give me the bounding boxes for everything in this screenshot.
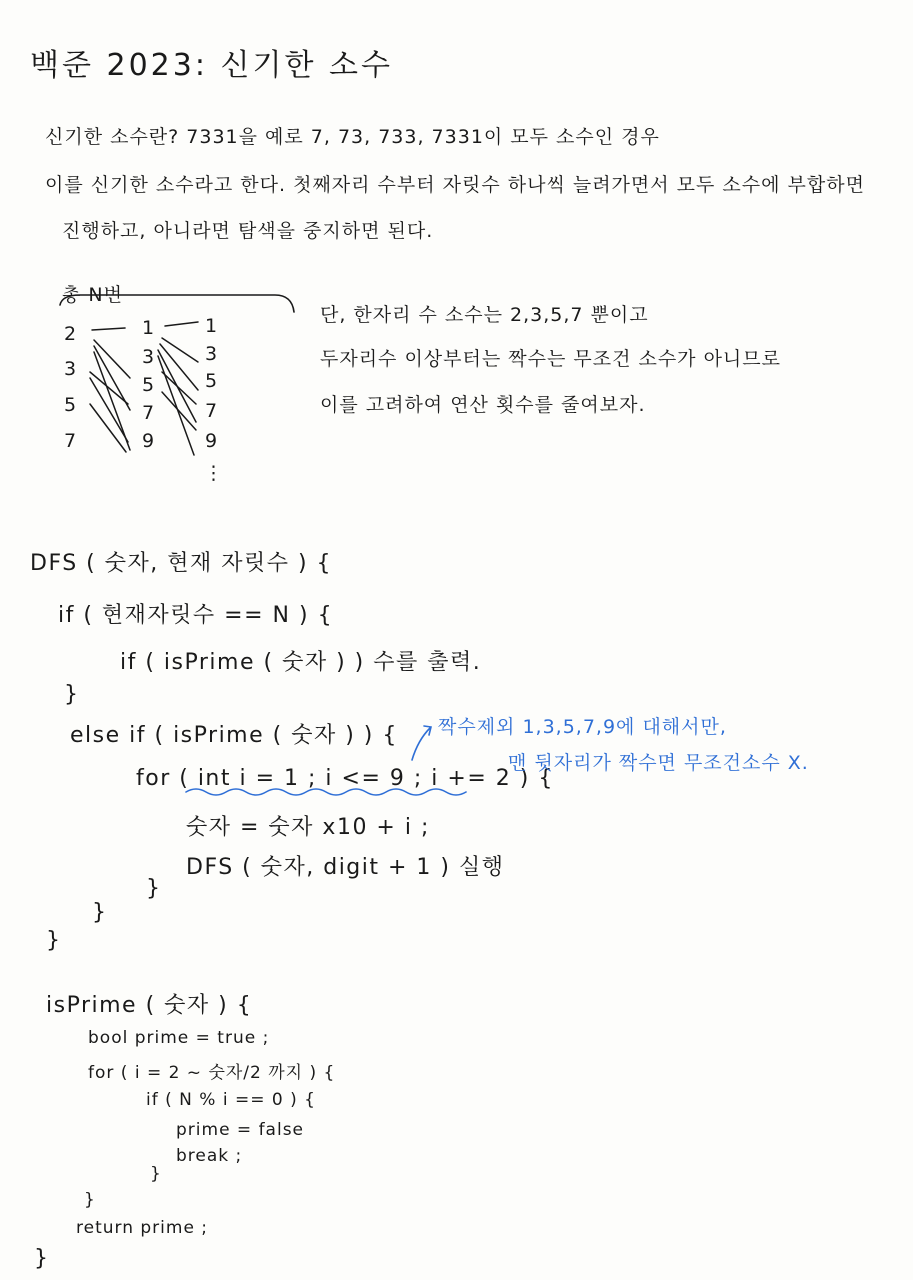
note-line-2: 두자리수 이상부터는 짝수는 무조건 소수가 아니므로 (320, 348, 781, 370)
tree-col2-item: 3 (142, 346, 156, 368)
tree-col1-item: 5 (64, 394, 78, 416)
isprime-close-brace: } (150, 1164, 162, 1184)
tree-col2-item: 9 (142, 430, 156, 452)
tree-header: 총 N번 (62, 284, 123, 306)
annotation-line-1: 짝수제외 1,3,5,7,9에 대해서만, (438, 716, 727, 738)
dfs-close-brace: } (46, 928, 62, 953)
dfs-close-brace: } (92, 900, 108, 925)
tree-brace (60, 295, 294, 312)
dfs-close-brace: } (146, 876, 162, 901)
note-line-1: 단, 한자리 수 소수는 2,3,5,7 뿐이고 (320, 304, 649, 326)
intro-line-3: 진행하고, 아니라면 탐색을 중지하면 된다. (62, 220, 434, 242)
annotation-line-2: 맨 뒷자리가 짝수면 무조건소수 X. (508, 752, 809, 774)
dfs-assign-line: 숫자 = 숫자 x10 + i ; (186, 815, 430, 840)
isprime-for-line: for ( i = 2 ~ 숫자/2 까지 ) { (88, 1063, 336, 1083)
page-title: 백준 2023: 신기한 소수 (30, 48, 393, 83)
tree-col3-item: 9 (205, 430, 219, 452)
note-line-3: 이를 고려하여 연산 횟수를 줄여보자. (320, 394, 646, 416)
isprime-bool-line: bool prime = true ; (88, 1028, 270, 1048)
tree-col2-item: 1 (142, 317, 156, 339)
dfs-call-line: DFS ( 숫자, digit + 1 ) 실행 (186, 855, 505, 880)
tree-edges (90, 322, 198, 455)
isprime-close-brace: } (84, 1190, 96, 1210)
dfs-print-line: if ( isPrime ( 숫자 ) ) 수를 출력. (120, 650, 482, 675)
dfs-elseif-line: else if ( isPrime ( 숫자 ) ) { (70, 723, 398, 748)
tree-col3-item: 5 (205, 370, 219, 392)
dfs-close-brace: } (64, 682, 80, 707)
isprime-break-line: break ; (176, 1146, 243, 1166)
intro-line-1: 신기한 소수란? 7331을 예로 7, 73, 733, 7331이 모두 소수인 경우 (45, 126, 660, 148)
isprime-return-line: return prime ; (76, 1218, 209, 1238)
tree-col3-item: 1 (205, 315, 219, 337)
isprime-assign-line: prime = false (176, 1120, 305, 1140)
dfs-signature: DFS ( 숫자, 현재 자릿수 ) { (30, 551, 333, 576)
tree-col3-item: 3 (205, 343, 219, 365)
annotation-arrow (412, 726, 431, 760)
dfs-if-line: if ( 현재자릿수 == N ) { (58, 603, 334, 628)
tree-ellipsis: ⋮ (204, 462, 224, 484)
annotation-wavy-underline (186, 789, 466, 795)
isprime-close-brace: } (34, 1246, 50, 1271)
isprime-signature: isPrime ( 숫자 ) { (46, 993, 253, 1018)
dfs-for-line: for ( int i = 1 ; i <= 9 ; i += 2 ) { (136, 766, 554, 791)
tree-col1-item: 3 (64, 358, 78, 380)
tree-col1-item: 7 (64, 430, 78, 452)
tree-col3-item: 7 (205, 400, 219, 422)
tree-col1-item: 2 (64, 323, 78, 345)
tree-col2-item: 7 (142, 402, 156, 424)
tree-col2-item: 5 (142, 374, 156, 396)
isprime-if-line: if ( N % i == 0 ) { (146, 1090, 316, 1110)
intro-line-2: 이를 신기한 소수라고 한다. 첫째자리 수부터 자릿수 하나씩 늘려가면서 모두 소수에 부합하면 (45, 174, 865, 196)
